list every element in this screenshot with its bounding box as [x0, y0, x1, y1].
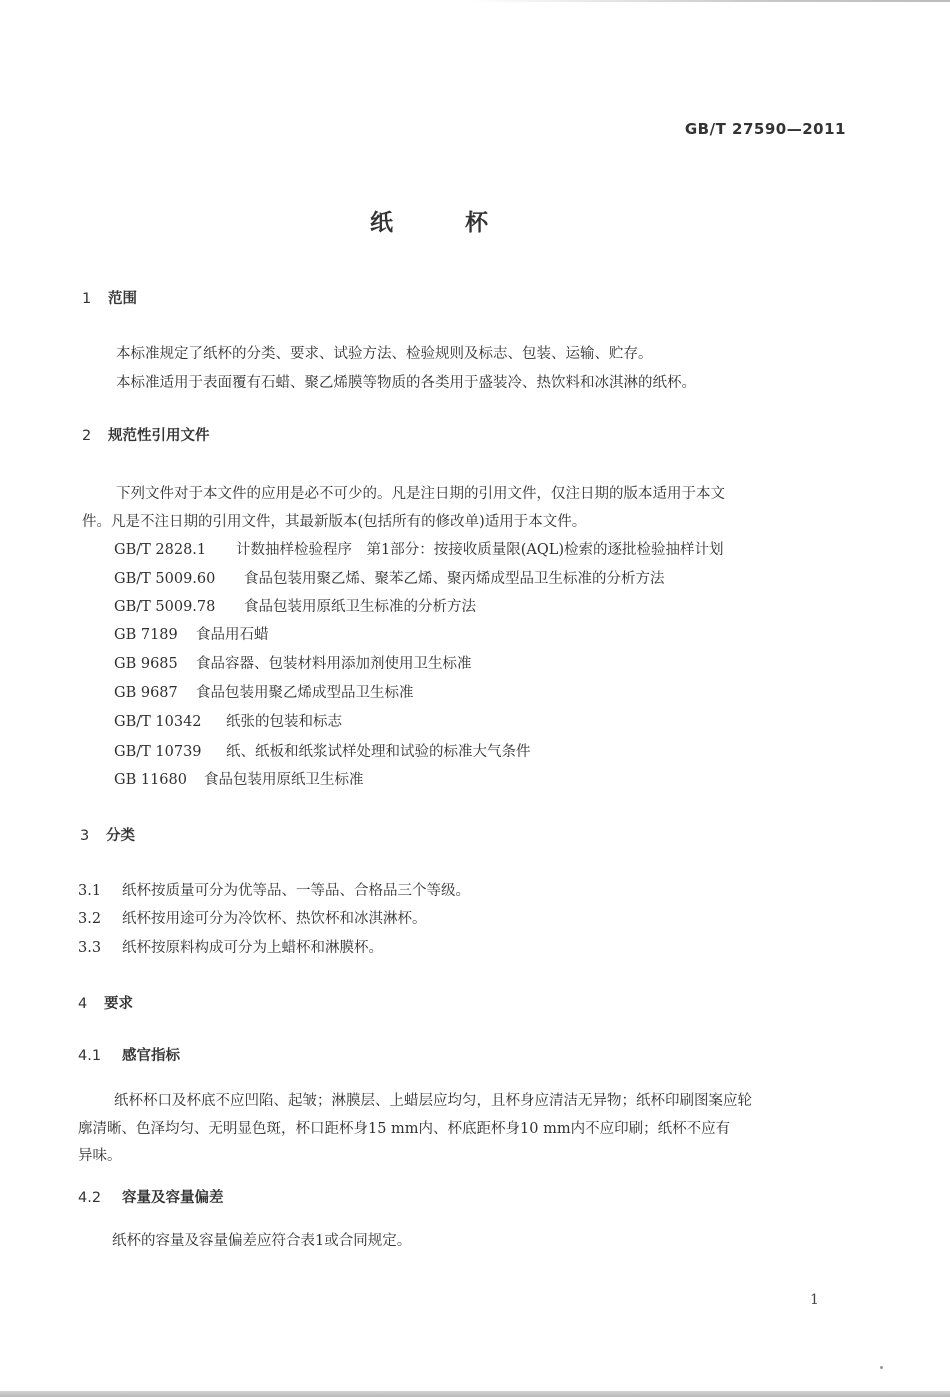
document-title: 纸杯	[370, 210, 560, 236]
reference-item	[114, 740, 531, 761]
clause-text: 纸杯按原料构成可分为上蜡杯和淋膜杯。	[122, 940, 383, 956]
section-3-heading	[80, 824, 135, 845]
reference-code: GB 7189	[114, 627, 178, 643]
reference-code: GB/T 5009.78	[114, 599, 216, 615]
clause-text: 纸杯按质量可分为优等品、一等品、合格品三个等级。	[122, 883, 470, 899]
reference-title: 食品容器、包装材料用添加剂使用卫生标准	[196, 656, 472, 672]
reference-title: 食品包装用聚乙烯、聚苯乙烯、聚丙烯成型品卫生标准的分析方法	[244, 571, 665, 587]
section-2-heading	[82, 424, 210, 445]
reference-title: 食品包装用原纸卫生标准的分析方法	[244, 599, 476, 615]
reference-item	[114, 710, 342, 731]
sensory-line-2: 廓清晰、色泽均匀、无明显色斑，杯口距杯身15 mm内、杯底距杯身10 mm内不应印刷；纸杯不应有	[78, 1121, 731, 1137]
reference-item	[114, 652, 472, 673]
clause-3-3	[78, 936, 383, 957]
sensory-line-3: 异味。	[78, 1148, 122, 1164]
section-4-heading	[78, 992, 133, 1013]
reference-item	[114, 595, 476, 616]
standard-number: GB/T 27590—2011	[684, 120, 846, 138]
section-3-title: 分类	[106, 828, 135, 844]
reference-item	[114, 538, 724, 559]
reference-code: GB/T 10739	[114, 744, 202, 760]
reference-title: 食品用石蜡	[196, 627, 269, 643]
page-number: 1	[810, 1292, 819, 1308]
reference-code: GB 9687	[114, 685, 178, 701]
reference-item	[114, 623, 269, 644]
subsection-4-1-title: 感官指标	[122, 1048, 180, 1064]
scope-paragraph-2: 本标准适用于表面覆有石蜡、聚乙烯膜等物质的各类用于盛装冷、热饮料和冰淇淋的纸杯。	[116, 375, 696, 391]
reference-title: 食品包装用聚乙烯成型品卫生标准	[196, 685, 414, 701]
section-2-title: 规范性引用文件	[108, 428, 210, 444]
clause-number: 3.2	[78, 911, 102, 927]
reference-item	[114, 567, 665, 588]
clause-number: 3.3	[78, 940, 102, 956]
capacity-paragraph: 纸杯的容量及容量偏差应符合表1或合同规定。	[112, 1233, 412, 1249]
reference-code: GB/T 2828.1	[114, 542, 207, 558]
clause-3-1	[78, 879, 470, 900]
section-2-number: 2	[82, 428, 92, 444]
subsection-4-1-number: 4.1	[78, 1048, 102, 1064]
references-intro-line-2: 件。凡是不注日期的引用文件，其最新版本(包括所有的修改单)适用于本文件。	[82, 514, 587, 530]
clause-number: 3.1	[78, 883, 102, 899]
sensory-line-1: 纸杯杯口及杯底不应凹陷、起皱；淋膜层、上蜡层应均匀，且杯身应清洁无异物；纸杯印刷图案应轮	[114, 1093, 752, 1109]
section-4-title: 要求	[104, 996, 133, 1012]
scope-paragraph-1: 本标准规定了纸杯的分类、要求、试验方法、检验规则及标志、包装、运输、贮存。	[116, 346, 653, 362]
scan-speck	[880, 1366, 883, 1369]
scan-edge-top	[470, 0, 950, 2]
reference-item	[114, 681, 414, 702]
subsection-4-2-number: 4.2	[78, 1190, 102, 1206]
reference-title: 纸、纸板和纸浆试样处理和试验的标准大气条件	[226, 744, 531, 760]
reference-code: GB/T 10342	[114, 714, 202, 730]
reference-title: 计数抽样检验程序 第1部分：按接收质量限(AQL)检索的逐批检验抽样计划	[236, 542, 724, 558]
section-3-number: 3	[80, 828, 90, 844]
references-intro-line-1: 下列文件对于本文件的应用是必不可少的。凡是注日期的引用文件，仅注日期的版本适用于本文	[116, 486, 725, 502]
reference-code: GB 11680	[114, 772, 187, 788]
subsection-4-2-heading	[78, 1186, 224, 1207]
reference-title: 食品包装用原纸卫生标准	[204, 772, 364, 788]
section-1-heading	[82, 287, 137, 308]
section-4-number: 4	[78, 996, 88, 1012]
scan-edge-bottom	[0, 1391, 950, 1397]
reference-item	[114, 768, 364, 789]
subsection-4-1-heading	[78, 1044, 180, 1065]
subsection-4-2-title: 容量及容量偏差	[122, 1190, 224, 1206]
reference-code: GB 9685	[114, 656, 178, 672]
section-1-title: 范围	[108, 291, 137, 307]
clause-text: 纸杯按用途可分为冷饮杯、热饮杯和冰淇淋杯。	[122, 911, 427, 927]
reference-code: GB/T 5009.60	[114, 571, 216, 587]
section-1-number: 1	[82, 291, 92, 307]
reference-title: 纸张的包装和标志	[226, 714, 342, 730]
clause-3-2	[78, 907, 427, 928]
